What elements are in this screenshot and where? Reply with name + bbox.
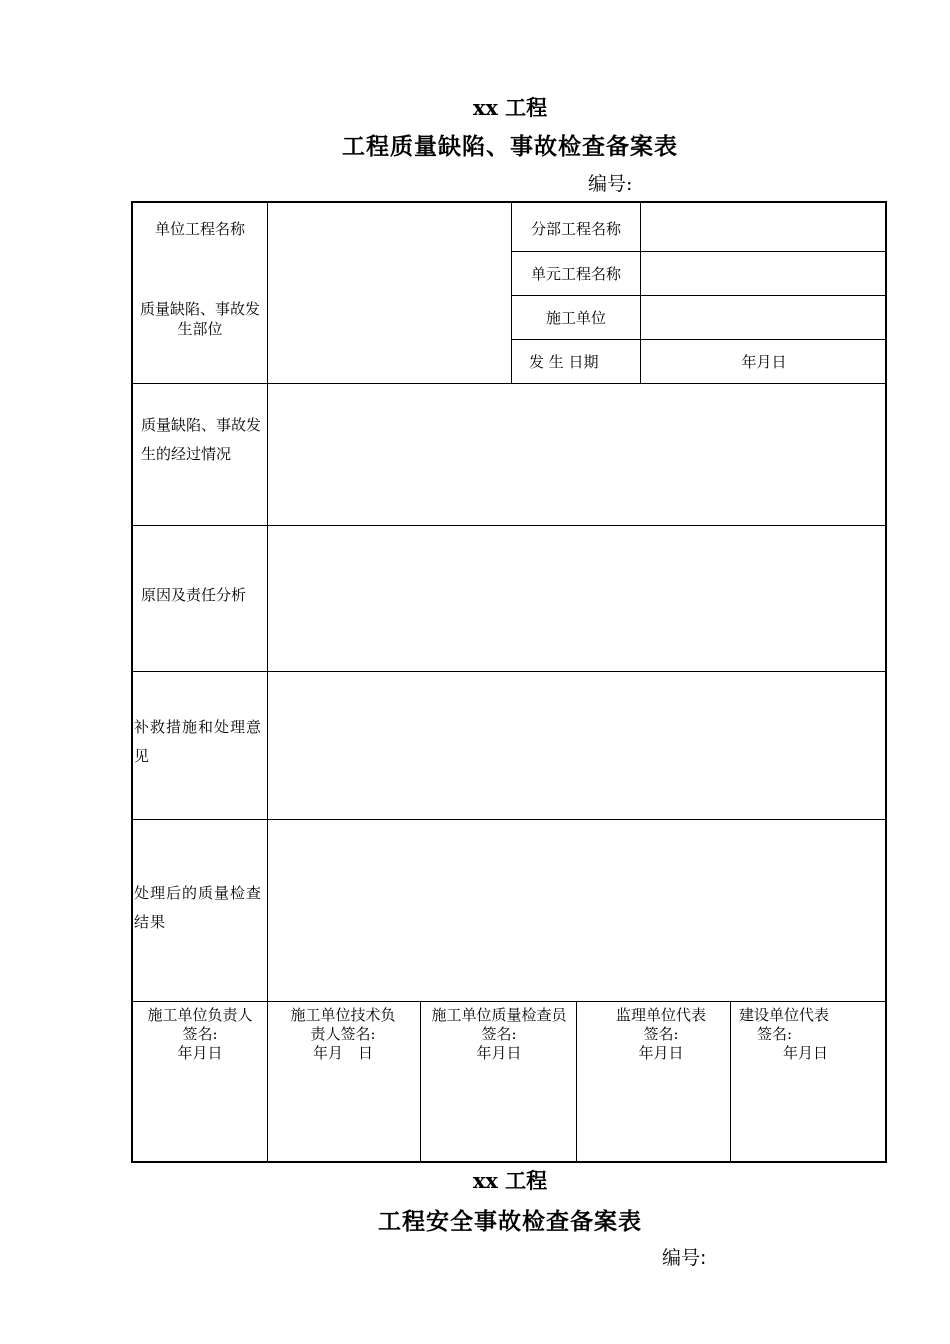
signature-date: 年月日 xyxy=(476,1044,522,1062)
field-unit-project-name[interactable] xyxy=(269,203,509,251)
field-defect-location[interactable] xyxy=(269,252,509,382)
field-defect-process[interactable] xyxy=(269,385,885,524)
label-unit-project-name: 单位工程名称 xyxy=(154,220,245,238)
field-construction-unit[interactable] xyxy=(642,296,886,339)
signature-construction-tech-head[interactable] xyxy=(287,1006,399,1063)
project-name-2: xx 工程 xyxy=(472,1168,548,1193)
serial-number-label-2: 编号: xyxy=(662,1247,707,1269)
project-name: xx 工程 xyxy=(472,95,548,120)
signature-date: 年月日 xyxy=(177,1044,223,1062)
signature-role: 施工单位技术负责人签名: xyxy=(290,1006,396,1043)
signature-role: 施工单位负责人 xyxy=(147,1006,253,1024)
defect-record-form xyxy=(131,201,887,1163)
signature-sign-label: 签名: xyxy=(643,1025,679,1043)
signature-role: 施工单位质量检查员签名: xyxy=(431,1006,567,1043)
signature-sign-label: 签名: xyxy=(182,1025,218,1043)
field-sub-project-name[interactable] xyxy=(642,203,886,251)
signature-date: 年月日 xyxy=(783,1044,829,1062)
field-element-project-name[interactable] xyxy=(642,252,886,295)
form-title-2: 工程安全事故检查备案表 xyxy=(378,1209,642,1235)
signature-owner[interactable] xyxy=(739,1006,881,1063)
label-cause-analysis: 原因及责任分析 xyxy=(141,586,247,604)
label-defect-location: 质量缺陷、事故发生部位 xyxy=(139,300,260,338)
label-element-project-name: 单元工程名称 xyxy=(530,265,621,283)
field-occurrence-date[interactable]: 年月日 xyxy=(741,353,787,371)
field-remedy-measures[interactable] xyxy=(269,673,885,818)
field-cause-analysis[interactable] xyxy=(269,527,885,670)
label-occurrence-date: 发 生 日期 xyxy=(529,353,599,371)
form-title: 工程质量缺陷、事故检查备案表 xyxy=(342,134,678,160)
signature-sign-label: 签名: xyxy=(757,1025,793,1043)
field-post-check-result[interactable] xyxy=(269,821,885,1000)
label-sub-project-name: 分部工程名称 xyxy=(530,220,621,238)
signature-role: 监理单位代表 xyxy=(615,1006,706,1024)
serial-number-label: 编号: xyxy=(588,173,633,195)
label-post-check-result: 处理后的质量检查结果 xyxy=(134,884,263,931)
signature-date: 年月日 xyxy=(638,1044,684,1062)
signature-role: 建设单位代表 xyxy=(739,1006,830,1024)
signature-date: 年月 日 xyxy=(312,1044,373,1062)
signature-construction-qc[interactable] xyxy=(425,1006,573,1063)
label-construction-unit: 施工单位 xyxy=(545,309,606,327)
label-defect-process: 质量缺陷、事故发生的经过情况 xyxy=(141,416,262,463)
signature-supervisor[interactable] xyxy=(583,1006,739,1063)
signature-construction-head[interactable] xyxy=(135,1006,265,1063)
label-remedy-measures: 补救措施和处理意见 xyxy=(134,718,263,765)
